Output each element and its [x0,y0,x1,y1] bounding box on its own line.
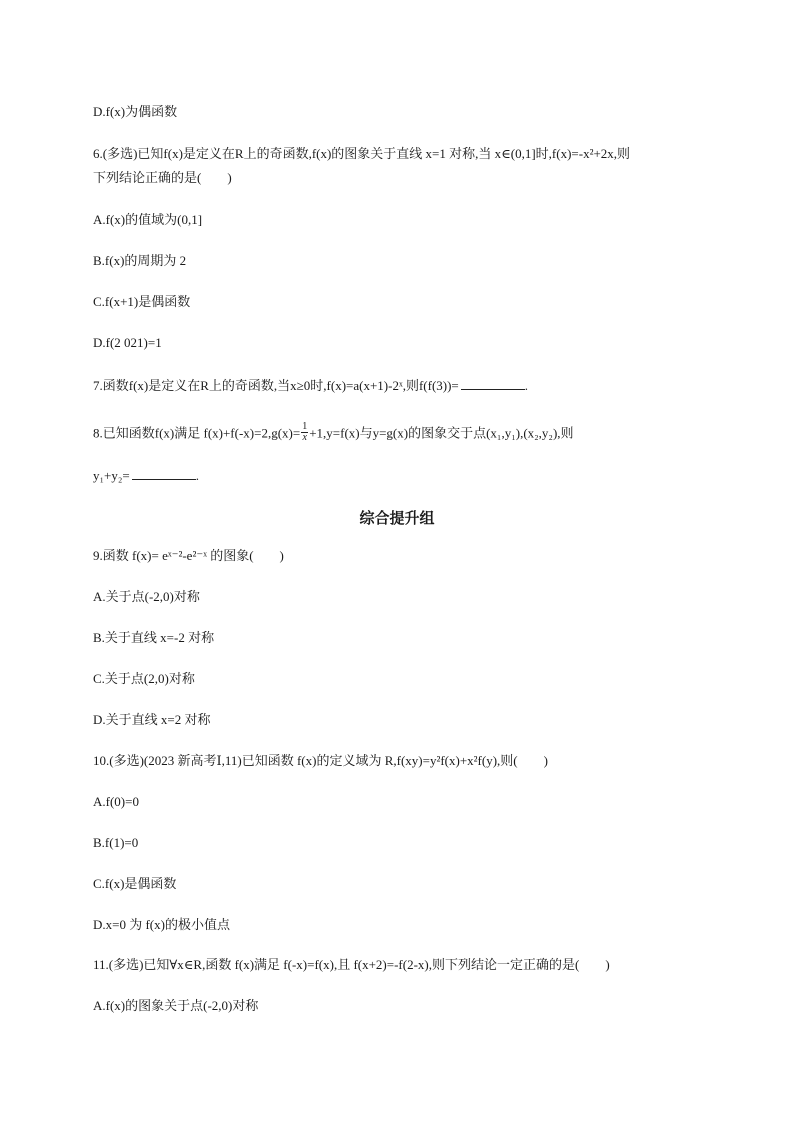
question-7-text: 7.函数f(x)是定义在R上的奇函数,当x≥0时,f(x)=a(x+1)-2ˣ,则f(f(3))= [93,378,459,393]
question-8-text-post: +1,y=f(x)与y=g(x)的图象交于点(x₁,y₁),(x₂,y₂),则 [309,425,574,441]
answer-blank [132,467,196,480]
question-8-text-2: y₁+y₂= [93,468,130,483]
option-9b: B.关于直线 x=-2 对称 [93,630,215,645]
option-11a: A.f(x)的图象关于点(-2,0)对称 [93,998,259,1013]
answer-blank [461,377,525,390]
option-5d: D.f(x)为偶函数 [93,104,178,119]
question-6-line-1: 6.(多选)已知f(x)是定义在R上的奇函数,f(x)的图象关于直线 x=1 对称,当 x∈(0,1]时,f(x)=-x²+2x,则 [93,146,631,161]
question-6-line-2: 下列结论正确的是( ) [93,170,232,185]
question-7 [93,377,528,394]
option-6b: B.f(x)的周期为 2 [93,253,187,268]
period: . [524,378,529,393]
option-6a: A.f(x)的值域为(0,1] [93,212,203,227]
option-9c: C.关于点(2,0)对称 [93,671,195,686]
option-9a: A.关于点(-2,0)对称 [93,589,200,604]
fraction-denominator: x [302,432,307,443]
option-9d: D.关于直线 x=2 对称 [93,712,211,727]
question-11: 11.(多选)已知∀x∈R,函数 f(x)满足 f(-x)=f(x),且 f(x+2)=-f(2-x),则下列结论一定正确的是( ) [93,957,610,972]
option-10b: B.f(1)=0 [93,835,139,850]
option-6c: C.f(x+1)是偶函数 [93,294,191,309]
fraction [301,422,308,443]
question-8-text-pre: 8.已知函数f(x)满足 f(x)+f(-x)=2,g(x)= [93,425,301,441]
option-6d: D.f(2 021)=1 [93,335,162,350]
option-10c: C.f(x)是偶函数 [93,876,177,891]
section-title: 综合提升组 [359,511,435,527]
fraction-numerator: 1 [302,421,308,432]
option-10a: A.f(0)=0 [93,794,139,809]
question-10: 10.(多选)(2023 新高考Ⅰ,11)已知函数 f(x)的定义域为 R,f(xy)=y²f(x)+x²f(y),则( ) [93,753,548,768]
question-8-line-2 [93,467,199,484]
question-8-line-1 [93,421,574,445]
option-10d: D.x=0 为 f(x)的极小值点 [93,917,230,932]
period: . [195,468,199,483]
question-9: 9.函数 f(x)= eˣ⁻²-e²⁻ˣ 的图象( ) [93,548,284,563]
